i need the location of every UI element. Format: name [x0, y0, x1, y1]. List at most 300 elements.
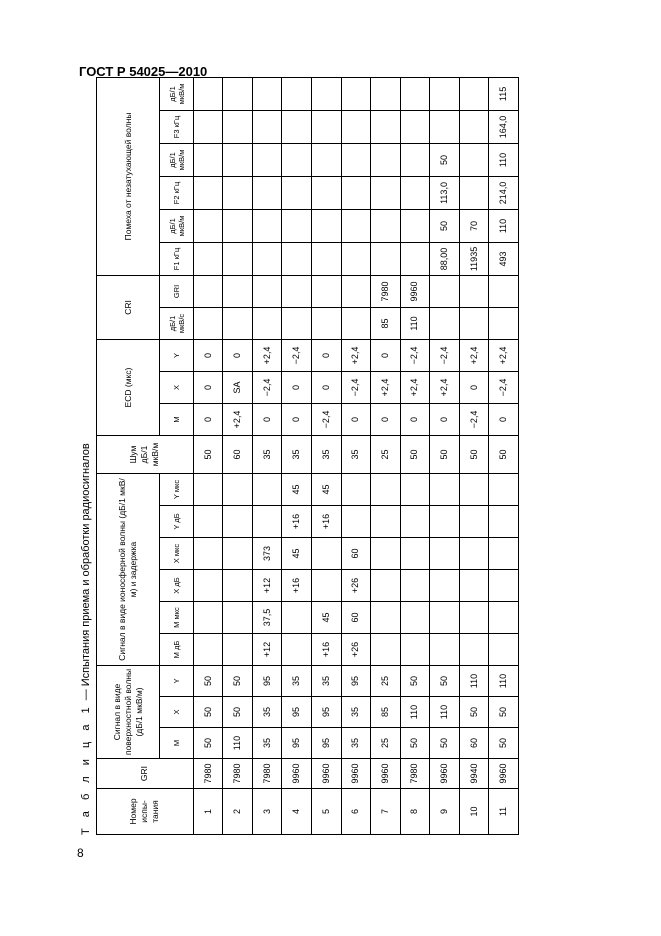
table-row — [223, 77, 253, 834]
table-cell: 50 — [489, 728, 519, 759]
subheader-f3-db: дБ/1 мкВ/м — [160, 77, 194, 110]
table-cell — [430, 307, 460, 339]
table-cell: 95 — [312, 728, 342, 759]
table-cell: 0 — [312, 371, 342, 403]
table-cell — [223, 110, 253, 143]
table-cell — [400, 570, 430, 602]
table-cell: 85 — [371, 697, 401, 728]
table-cell: 6 — [341, 789, 371, 835]
header-noise: Шум дБ/1 мкВ/м — [97, 435, 194, 473]
table-cell — [430, 538, 460, 570]
table-cell: 50 — [489, 697, 519, 728]
table-cell — [193, 275, 223, 307]
table-row — [193, 77, 223, 834]
table-cell: 50 — [400, 435, 430, 473]
table-cell — [282, 209, 312, 242]
table-cell: 4 — [282, 789, 312, 835]
table-cell: 1 — [193, 789, 223, 835]
table-cell: 11935 — [459, 242, 489, 275]
radio-signal-test-table — [96, 77, 519, 835]
table-cell: 50 — [193, 697, 223, 728]
table-cell: 95 — [341, 666, 371, 697]
table-cell — [371, 143, 401, 176]
table-cell — [430, 110, 460, 143]
table-cell: 9960 — [489, 759, 519, 789]
table-cell: 25 — [371, 728, 401, 759]
table-cell: 50 — [459, 697, 489, 728]
table-cell — [371, 602, 401, 634]
table-cell — [341, 307, 371, 339]
table-cell: 35 — [252, 728, 282, 759]
table-cell: 110 — [489, 143, 519, 176]
table-cell: 37,5 — [252, 602, 282, 634]
table-cell — [312, 176, 342, 209]
table-cell — [371, 538, 401, 570]
table-cell: +16 — [282, 506, 312, 538]
table-cell: 45 — [312, 473, 342, 505]
table-cell: 50 — [193, 666, 223, 697]
table-cell — [341, 275, 371, 307]
table-cell — [489, 602, 519, 634]
table-cell: 0 — [282, 403, 312, 435]
subheader-sw-y: Y — [160, 666, 194, 697]
table-cell: 35 — [341, 435, 371, 473]
table-cell — [489, 307, 519, 339]
table-cell — [400, 77, 430, 110]
subheader-cri-db: дБ/1 мкВ/с — [160, 307, 194, 339]
table-cell — [400, 242, 430, 275]
table-cell: 50 — [430, 209, 460, 242]
table-cell — [489, 538, 519, 570]
table-cell — [430, 602, 460, 634]
table-cell: 9960 — [430, 759, 460, 789]
table-cell: 95 — [252, 666, 282, 697]
table-cell: 0 — [430, 403, 460, 435]
table-cell: 50 — [223, 666, 253, 697]
table-cell — [459, 275, 489, 307]
table-cell — [193, 506, 223, 538]
subheader-sk-x-us: X мкс — [160, 538, 194, 570]
table-cell: 25 — [371, 666, 401, 697]
table-row — [341, 77, 371, 834]
table-cell: 9 — [430, 789, 460, 835]
table-cell — [282, 242, 312, 275]
table-cell: 7980 — [252, 759, 282, 789]
table-cell — [430, 275, 460, 307]
table-cell: 35 — [312, 435, 342, 473]
table-cell: 35 — [341, 728, 371, 759]
table-cell — [223, 176, 253, 209]
table-cell: 110 — [459, 666, 489, 697]
table-cell: 35 — [252, 697, 282, 728]
table-cell: 50 — [430, 143, 460, 176]
table-cell: 0 — [371, 403, 401, 435]
table-cell — [371, 634, 401, 666]
table-cell — [430, 570, 460, 602]
table-cell — [312, 143, 342, 176]
table-cell — [371, 77, 401, 110]
table-cell: 85 — [371, 307, 401, 339]
table-cell — [371, 242, 401, 275]
table-cell: −2,4 — [459, 403, 489, 435]
table-cell — [282, 275, 312, 307]
table-cell: 113,0 — [430, 176, 460, 209]
table-cell — [489, 570, 519, 602]
table-cell — [459, 176, 489, 209]
subheader-sk-y-us: Y мкс — [160, 473, 194, 505]
subheader-sk-y-db: Y дБ — [160, 506, 194, 538]
table-cell — [282, 602, 312, 634]
table-cell — [371, 176, 401, 209]
table-cell: 115 — [489, 77, 519, 110]
table-cell: 9960 — [312, 759, 342, 789]
subheader-ecd-y: Y — [160, 339, 194, 371]
table-cell — [341, 209, 371, 242]
table-cell: +2,4 — [371, 371, 401, 403]
document-header: ГОСТ Р 54025—2010 — [79, 64, 208, 79]
table-cell: 45 — [312, 602, 342, 634]
table-cell: 0 — [223, 339, 253, 371]
table-cell: +16 — [312, 506, 342, 538]
subheader-sk-m-db: M дБ — [160, 634, 194, 666]
table-cell: 0 — [193, 339, 223, 371]
table-cell — [341, 506, 371, 538]
table-cell — [312, 77, 342, 110]
table-cell: +16 — [282, 570, 312, 602]
table-cell: −2,4 — [282, 339, 312, 371]
table-cell: 35 — [282, 666, 312, 697]
table-cell: 0 — [371, 339, 401, 371]
table-cell: 50 — [400, 728, 430, 759]
subheader-sw-m: M — [160, 728, 194, 759]
table-cell: 95 — [312, 697, 342, 728]
table-cell — [252, 506, 282, 538]
table-cell — [223, 242, 253, 275]
table-cell — [341, 77, 371, 110]
table-cell — [193, 634, 223, 666]
table-cell — [282, 634, 312, 666]
table-cell — [489, 473, 519, 505]
table-cell: 7980 — [400, 759, 430, 789]
table-cell — [459, 473, 489, 505]
table-cell — [489, 275, 519, 307]
table-cell: 45 — [282, 473, 312, 505]
header-test-number: Номер испы-тания — [97, 789, 194, 835]
table-cell — [223, 538, 253, 570]
table-cell: 0 — [312, 339, 342, 371]
table-cell: SA — [223, 371, 253, 403]
table-cell — [341, 176, 371, 209]
rotated-table-container — [96, 83, 519, 835]
table-cell: 7 — [371, 789, 401, 835]
table-cell: 0 — [459, 371, 489, 403]
table-cell — [193, 538, 223, 570]
table-cell — [430, 506, 460, 538]
table-caption-container — [76, 95, 96, 835]
table-cell: 3 — [252, 789, 282, 835]
table-cell: 9960 — [341, 759, 371, 789]
header-ecd: ECD (мкс) — [97, 339, 160, 435]
table-cell: 9960 — [371, 759, 401, 789]
table-cell: 373 — [252, 538, 282, 570]
header-cri: CRI — [97, 275, 160, 339]
table-cell: +2,4 — [252, 339, 282, 371]
table-cell: 110 — [400, 697, 430, 728]
table-cell: 50 — [430, 728, 460, 759]
table-row — [459, 77, 489, 834]
table-cell — [371, 209, 401, 242]
table-cell — [400, 634, 430, 666]
table-cell: 60 — [341, 538, 371, 570]
table-caption — [76, 95, 96, 835]
page-number: 8 — [77, 846, 84, 860]
table-cell — [341, 110, 371, 143]
subheader-sk-m-us: M мкс — [160, 602, 194, 634]
table-cell: 35 — [282, 435, 312, 473]
table-cell — [252, 209, 282, 242]
table-cell — [193, 473, 223, 505]
table-cell: 0 — [400, 403, 430, 435]
table-cell: −2,4 — [489, 371, 519, 403]
table-cell — [223, 307, 253, 339]
table-cell — [312, 110, 342, 143]
table-cell — [223, 275, 253, 307]
table-cell — [252, 176, 282, 209]
table-cell: 0 — [489, 403, 519, 435]
table-cell: 70 — [459, 209, 489, 242]
table-cell — [193, 602, 223, 634]
table-cell — [252, 77, 282, 110]
table-row — [371, 77, 401, 834]
header-surface-wave: Сигнал в виде поверхностной волны (дБ/1 мкВ/м) — [97, 666, 160, 759]
table-cell: 35 — [312, 666, 342, 697]
table-cell — [223, 602, 253, 634]
table-cell — [193, 143, 223, 176]
table-cell — [193, 110, 223, 143]
subheader-sk-x-db: X дБ — [160, 570, 194, 602]
table-cell — [371, 506, 401, 538]
table-row — [252, 77, 282, 834]
table-cell: −2,4 — [430, 339, 460, 371]
subheader-cri-gri: GRI — [160, 275, 194, 307]
table-cell — [400, 143, 430, 176]
table-cell — [459, 602, 489, 634]
table-cell: 7980 — [223, 759, 253, 789]
table-cell: 0 — [193, 371, 223, 403]
table-cell — [400, 538, 430, 570]
table-cell: 0 — [193, 403, 223, 435]
table-cell: +26 — [341, 634, 371, 666]
header-gri: GRI — [97, 759, 194, 789]
table-cell — [371, 570, 401, 602]
table-cell: 50 — [193, 435, 223, 473]
table-row — [312, 77, 342, 834]
table-cell — [459, 506, 489, 538]
table-cell — [252, 307, 282, 339]
subheader-f2: F2 кГц — [160, 176, 194, 209]
table-cell: +2,4 — [459, 339, 489, 371]
table-cell: 9960 — [400, 275, 430, 307]
table-cell: 50 — [459, 435, 489, 473]
table-cell: 9940 — [459, 759, 489, 789]
table-cell — [312, 242, 342, 275]
table-cell — [430, 77, 460, 110]
table-cell: −2,4 — [312, 403, 342, 435]
table-cell — [489, 506, 519, 538]
table-cell: 95 — [282, 728, 312, 759]
table-cell: 2 — [223, 789, 253, 835]
table-cell — [371, 473, 401, 505]
table-cell: 50 — [489, 435, 519, 473]
subheader-f1-db: дБ/1 мкВ/м — [160, 209, 194, 242]
table-cell — [341, 242, 371, 275]
table-cell: 164,0 — [489, 110, 519, 143]
table-cell: 88,00 — [430, 242, 460, 275]
table-cell: 45 — [282, 538, 312, 570]
table-cell: 60 — [223, 435, 253, 473]
table-cell — [252, 473, 282, 505]
subheader-ecd-x: X — [160, 371, 194, 403]
table-cell: +2,4 — [430, 371, 460, 403]
subheader-f1: F1 кГц — [160, 242, 194, 275]
table-cell: −2,4 — [341, 371, 371, 403]
table-cell: 9960 — [282, 759, 312, 789]
table-cell — [193, 77, 223, 110]
table-cell: 7980 — [193, 759, 223, 789]
table-label: Т а б л и ц а 1 — [80, 703, 92, 835]
table-cell — [193, 242, 223, 275]
table-cell: +26 — [341, 570, 371, 602]
table-cell — [430, 634, 460, 666]
table-cell — [459, 77, 489, 110]
table-cell — [312, 538, 342, 570]
table-cell — [252, 143, 282, 176]
table-cell: +2,4 — [223, 403, 253, 435]
table-cell — [193, 570, 223, 602]
table-cell — [282, 307, 312, 339]
table-cell — [193, 209, 223, 242]
table-cell — [400, 176, 430, 209]
table-cell — [312, 570, 342, 602]
subheader-f3: F3 кГц — [160, 110, 194, 143]
table-cell: +2,4 — [489, 339, 519, 371]
table-cell — [223, 506, 253, 538]
table-cell — [371, 110, 401, 143]
table-cell: 95 — [282, 697, 312, 728]
table-cell — [459, 570, 489, 602]
table-cell: −2,4 — [400, 339, 430, 371]
table-cell — [400, 110, 430, 143]
table-cell: 110 — [400, 307, 430, 339]
table-cell — [341, 473, 371, 505]
table-cell: 60 — [459, 728, 489, 759]
table-cell: 50 — [400, 666, 430, 697]
table-cell — [459, 110, 489, 143]
table-cell — [400, 506, 430, 538]
table-cell: 214,0 — [489, 176, 519, 209]
table-cell — [193, 176, 223, 209]
table-cell — [252, 275, 282, 307]
table-cell — [459, 634, 489, 666]
table-cell — [282, 176, 312, 209]
table-cell — [282, 110, 312, 143]
table-cell — [223, 143, 253, 176]
table-cell — [459, 143, 489, 176]
table-cell — [223, 634, 253, 666]
table-cell: 8 — [400, 789, 430, 835]
subheader-f2-db: дБ/1 мкВ/м — [160, 143, 194, 176]
subheader-sw-x: X — [160, 697, 194, 728]
table-cell: 5 — [312, 789, 342, 835]
table-cell: 35 — [341, 697, 371, 728]
table-cell: −2,4 — [252, 371, 282, 403]
table-cell: +12 — [252, 570, 282, 602]
table-cell: 10 — [459, 789, 489, 835]
table-cell: +2,4 — [400, 371, 430, 403]
table-row — [489, 77, 519, 834]
table-cell: +12 — [252, 634, 282, 666]
header-sky-wave: Сигнал в виде ионосферной волны (дБ/1 мкВ/м) и задержка — [97, 473, 160, 665]
table-cell: +16 — [312, 634, 342, 666]
table-cell: 50 — [193, 728, 223, 759]
table-cell: 50 — [430, 435, 460, 473]
table-cell — [400, 602, 430, 634]
table-cell: 60 — [341, 602, 371, 634]
table-cell: 110 — [489, 666, 519, 697]
table-cell — [489, 634, 519, 666]
table-cell: 0 — [252, 403, 282, 435]
table-cell — [312, 209, 342, 242]
table-row — [282, 77, 312, 834]
table-cell — [223, 209, 253, 242]
table-title: — Испытания приема и обработки радиосигналов — [80, 443, 92, 704]
table-cell — [400, 473, 430, 505]
table-cell: 110 — [223, 728, 253, 759]
table-cell — [312, 275, 342, 307]
table-cell — [223, 77, 253, 110]
table-cell — [223, 570, 253, 602]
subheader-ecd-m: M — [160, 403, 194, 435]
header-cw-interference: Помеха от незатухающей волны — [97, 77, 160, 275]
table-cell — [430, 473, 460, 505]
table-cell — [252, 110, 282, 143]
table-cell: 11 — [489, 789, 519, 835]
table-cell: 7980 — [371, 275, 401, 307]
table-row — [430, 77, 460, 834]
table-cell: 110 — [430, 697, 460, 728]
table-cell — [193, 307, 223, 339]
table-cell: +2,4 — [341, 339, 371, 371]
table-cell: 25 — [371, 435, 401, 473]
table-cell — [282, 143, 312, 176]
table-cell: 50 — [223, 697, 253, 728]
table-row — [400, 77, 430, 834]
table-cell — [400, 209, 430, 242]
table-cell: 110 — [489, 209, 519, 242]
table-cell: 0 — [282, 371, 312, 403]
table-cell — [341, 143, 371, 176]
table-cell: 0 — [341, 403, 371, 435]
table-cell — [282, 77, 312, 110]
table-cell: 35 — [252, 435, 282, 473]
table-cell — [252, 242, 282, 275]
table-cell — [312, 307, 342, 339]
table-cell — [223, 473, 253, 505]
table-cell: 50 — [430, 666, 460, 697]
table-cell — [459, 307, 489, 339]
table-cell — [459, 538, 489, 570]
table-cell: 493 — [489, 242, 519, 275]
